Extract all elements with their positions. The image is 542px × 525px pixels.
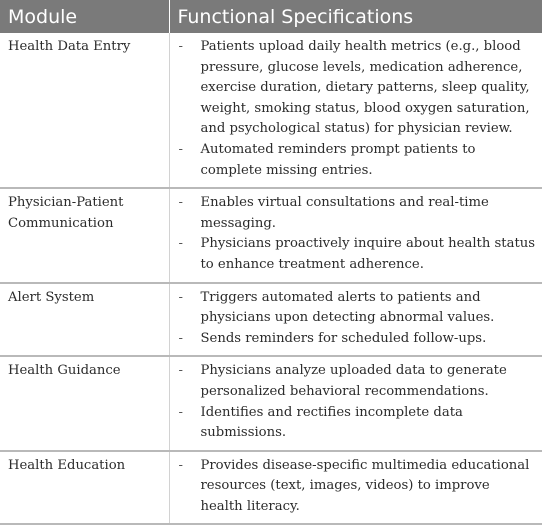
spec-text: Enables virtual consultations and real-time messaging. [200,195,489,231]
spec-item [178,140,537,181]
spec-cell [169,188,542,282]
module-name: Health Guidance [8,363,121,379]
module-name: Health Data Entry [8,39,131,54]
spec-item [178,37,537,140]
spec-item [178,403,537,444]
spec-text: Identifies and rectifies incomplete data submissions. [200,404,463,441]
spec-cell [169,356,542,450]
spec-item [178,193,537,234]
spec-text: Physicians analyze uploaded data to generate personalized behavioral recommendations. [200,363,507,399]
spec-text: Triggers automated alerts to patients and physicians upon detecting abnormal values. [200,289,495,326]
spec-text: Provides disease-specific multimedia educational resources (text, images, videos) to improve health literacy. [200,457,530,514]
spec-cell [169,283,542,357]
table-row [0,356,542,450]
table-row [0,283,542,357]
spec-item [178,361,537,402]
module-name: Health Education [8,457,126,473]
table-header [0,0,542,33]
bullet-dash: - [178,39,183,54]
module-cell [0,188,169,282]
spec-item [178,456,537,518]
header-module: Module [0,0,169,33]
module-name: Physician-Patient Communication [8,195,124,231]
spec-text: Physicians proactively inquire about health status to enhance treatment adherence. [200,236,536,272]
spec-text: Automated reminders prompt patients to complete missing entries. [200,141,476,178]
module-cell [0,451,169,525]
module-name: Alert System [8,289,95,305]
bullet-dash: - [178,457,183,473]
spec-text: Sends reminders for scheduled follow-ups. [200,330,487,346]
spec-item [178,234,537,275]
table-row [0,188,542,282]
spec-item [178,288,537,329]
spec-cell [169,451,542,525]
bullet-dash: - [178,330,183,346]
bullet-dash: - [178,141,183,157]
spec-cell [169,33,542,188]
bullet-dash: - [178,404,183,420]
spec-item [178,329,537,350]
bullet-dash: - [178,195,183,211]
header-functional-specifications: Functional Specifications [169,0,542,33]
bullet-dash: - [178,236,183,252]
module-cell [0,356,169,450]
table-row [0,33,542,188]
module-cell [0,33,169,188]
spec-text: Patients upload daily health metrics (e.g., blood pressure, glucose levels, medication adherence, exercise duration, dietary patterns, sleep quality, weight, smoking status, blood oxygen saturation, and psychological status) for physician review. [200,39,530,137]
table-body [0,33,542,524]
module-cell [0,283,169,357]
table-row [0,451,542,525]
bullet-dash: - [178,289,183,305]
header-row [0,0,542,33]
bullet-dash: - [178,363,183,379]
